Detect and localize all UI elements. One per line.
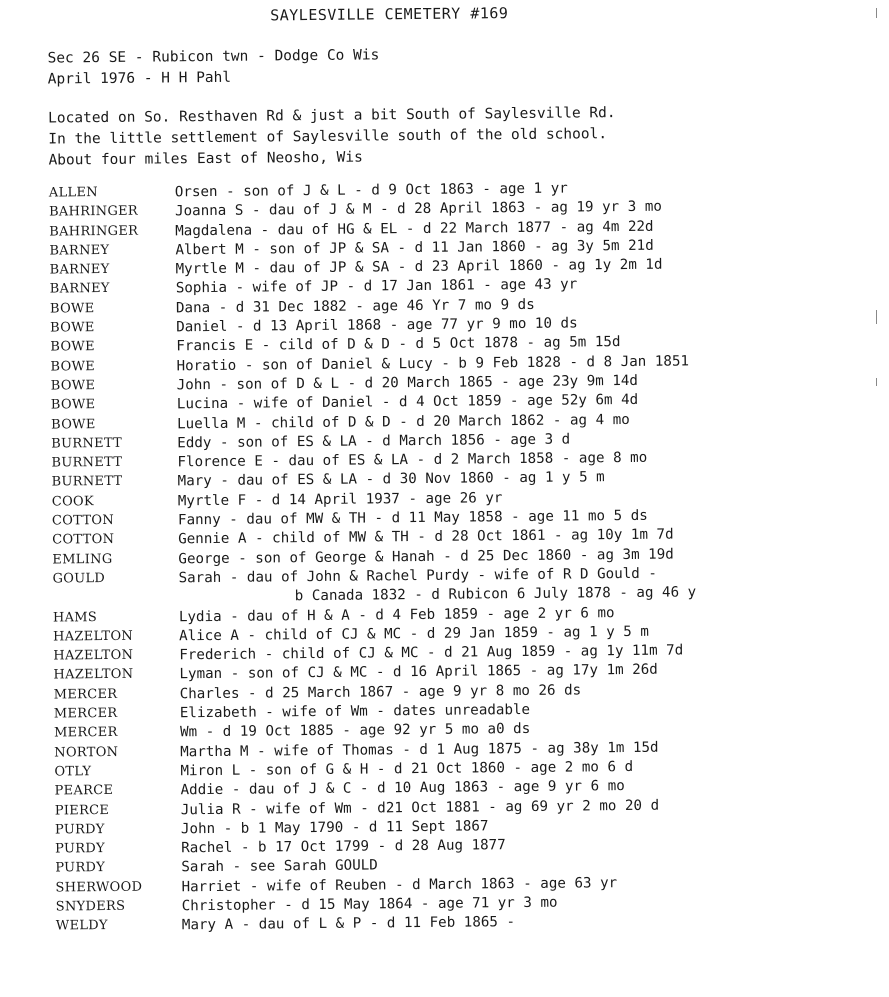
entry-detail: Mary - dau of ES & LA - d 30 Nov 1860 - ag 1 y 5 m	[177, 469, 605, 490]
entry-surname: BOWE	[50, 397, 96, 413]
entry-surname: MERCER	[53, 725, 118, 741]
entry-detail: Gennie A - child of MW & TH - d 28 Oct 1861 - ag 10y 1m 7d	[178, 526, 674, 548]
entry-detail: Albert M - son of JP & SA - d 11 Jan 1860 - ag 3y 5m 21d	[175, 237, 654, 259]
entry-surname: GOULD	[52, 570, 106, 587]
entry-surname: SHERWOOD	[55, 879, 143, 896]
document-title: SAYLESVILLE CEMETERY #169	[270, 4, 509, 25]
entry-surname: MERCER	[53, 705, 118, 722]
entry-detail: Joanna S - dau of J & M - d 28 April 1863 - ag 19 yr 3 mo	[174, 198, 662, 220]
entry-detail: Frederich - child of CJ & MC - d 21 Aug 1859 - ag 1y 11m 7d	[179, 642, 684, 664]
entry-surname: PURDY	[55, 841, 106, 857]
entry-detail: Florence E - dau of ES & LA - d 2 March 1858 - age 8 mo	[177, 449, 648, 471]
entry-detail: Lydia - dau of H & A - d 4 Feb 1859 - age 2 yr 6 mo	[178, 604, 615, 625]
entry-detail: Wm - d 19 Oct 1885 - age 92 yr 5 mo a0 ds	[179, 721, 531, 741]
entry-surname: HAZELTON	[53, 628, 134, 645]
entry-detail: Sophia - wife of JP - d 17 Jan 1861 - age 43 yr	[175, 276, 578, 297]
entry-detail: George - son of George & Hanah - d 25 Dec 1860 - ag 3m 19d	[178, 546, 674, 567]
entry-surname: OTLY	[54, 764, 92, 780]
entry-surname: BOWE	[50, 320, 95, 336]
entry-detail: Miron L - son of G & H - d 21 Oct 1860 - age 2 mo 6 d	[180, 758, 634, 780]
entry-detail: Alice A - child of CJ & MC - d 29 Jan 1859 - ag 1 y 5 m	[179, 623, 649, 645]
entry-surname: BOWE	[50, 339, 95, 355]
entry-surname: BURNETT	[51, 474, 123, 490]
entry-detail: Fanny - dau of MW & TH - d 11 May 1858 - age 11 mo 5 ds	[177, 507, 648, 529]
entry-detail: Martha M - wife of Thomas - d 1 Aug 1875 - ag 38y 1m 15d	[180, 739, 659, 760]
entry-surname: BOWE	[50, 358, 96, 375]
entry-surname: WELDY	[55, 918, 108, 934]
entry-surname: COTTON	[51, 512, 115, 529]
entry-detail: Daniel - d 13 April 1868 - age 77 yr 9 mo 10 ds	[176, 315, 578, 336]
entry-surname: BARNEY	[49, 242, 110, 259]
entry-surname: BURNETT	[51, 435, 123, 452]
entry-surname: BOWE	[51, 416, 96, 433]
entry-surname: BARNEY	[49, 281, 110, 298]
entry-surname: BAHRINGER	[49, 223, 139, 240]
burial-list	[49, 178, 886, 939]
entry-surname: BOWE	[49, 300, 95, 317]
entry-surname: PEARCE	[54, 783, 114, 799]
scan-edge-mark	[876, 378, 877, 386]
scan-edge-mark	[876, 310, 877, 324]
entry-surname: HAZELTON	[53, 647, 134, 664]
entry-surname: PURDY	[54, 821, 105, 838]
scan-edge-mark	[876, 8, 877, 18]
entry-detail: Lyman - son of CJ & MC - d 16 April 1865 - ag 17y 1m 26d	[179, 662, 658, 683]
entry-detail: Charles - d 25 March 1867 - age 9 yr 8 mo 26 ds	[179, 682, 582, 703]
entry-detail: Christopher - d 15 May 1864 - age 71 yr 3 mo	[181, 894, 558, 915]
entry-surname: BARNEY	[49, 262, 110, 278]
entry-detail: Eddy - son of ES & LA - d March 1856 - age 3 d	[177, 431, 571, 452]
entry-detail: Myrtle F - d 14 April 1937 - age 26 yr	[177, 489, 503, 510]
entry-detail: Dana - d 31 Dec 1882 - age 46 Yr 7 mo 9 ds	[175, 296, 535, 317]
entry-detail: Julia R - wife of Wm - d21 Oct 1881 - ag 69 yr 2 mo 20 d	[180, 797, 660, 818]
entry-surname: COTTON	[52, 532, 115, 548]
entry-detail: Elizabeth - wife of Wm - dates unreadable	[179, 701, 531, 722]
entry-surname: EMLING	[52, 551, 113, 568]
entry-detail: Horatio - son of Daniel & Lucy - b 9 Feb 1828 - d 8 Jan 1851	[176, 353, 690, 374]
header-line-date: April 1976 - H H Pahl	[47, 69, 232, 88]
entry-detail: John - b 1 May 1790 - d 11 Sept 1867	[180, 818, 489, 838]
entry-detail: Francis E - cild of D & D - d 5 Oct 1878 - ag 5m 15d	[176, 334, 621, 355]
entry-surname: NORTON	[54, 744, 119, 761]
header-line-section: Sec 26 SE - Rubicon twn - Dodge Co Wis	[47, 47, 380, 67]
entry-detail: Magdalena - dau of HG & EL - d 22 March 1877 - ag 4m 22d	[175, 218, 654, 239]
location-line-2: In the little settlement of Saylesville south of the old school.	[48, 126, 608, 148]
entry-detail: Myrtle M - dau of JP & SA - d 23 April 1860 - ag 1y 2m 1d	[175, 256, 663, 278]
entry-detail: Luella M - child of D & D - d 20 March 1862 - ag 4 mo	[177, 411, 630, 432]
entry-surname: COOK	[51, 493, 95, 510]
entry-surname: BOWE	[50, 378, 96, 394]
entry-detail: John - son of D & L - d 20 March 1865 - age 23y 9m 14d	[176, 372, 639, 394]
entry-surname: HAMS	[52, 609, 98, 626]
entry-surname: PURDY	[55, 860, 106, 876]
entry-detail: b Canada 1832 - d Rubicon 6 July 1878 - ag 46 y	[294, 584, 697, 605]
entry-detail: Harriet - wife of Reuben - d March 1863 - age 63 yr	[181, 874, 618, 895]
entry-detail: Mary A - dau of L & P - d 11 Feb 1865 -	[181, 914, 516, 934]
location-line-3: About four miles East of Neosho, Wis	[48, 149, 363, 169]
location-line-1: Located on So. Resthaven Rd & just a bit South of Saylesville Rd.	[48, 105, 616, 127]
entry-detail: Sarah - dau of John & Rachel Purdy - wife of R D Gould -	[178, 565, 657, 587]
entry-detail: Orsen - son of J & L - d 9 Oct 1863 - age 1 yr	[174, 180, 568, 201]
entry-detail: Addie - dau of J & C - d 10 Aug 1863 - age 9 yr 6 mo	[180, 778, 625, 799]
entry-surname: PIERCE	[54, 802, 110, 819]
entry-surname: ALLEN	[48, 185, 98, 201]
entry-surname: BAHRINGER	[48, 203, 139, 220]
entry-surname: SNYDERS	[55, 898, 126, 915]
entry-surname: MERCER	[53, 686, 118, 703]
entry-detail: Rachel - b 17 Oct 1799 - d 28 Aug 1877	[181, 837, 506, 857]
entry-surname: HAZELTON	[53, 667, 134, 683]
entry-detail: Lucina - wife of Daniel - d 4 Oct 1859 - age 52y 6m 4d	[176, 392, 639, 413]
entry-surname: BURNETT	[51, 455, 123, 471]
entry-detail: Sarah - see Sarah GOULD	[181, 857, 378, 876]
